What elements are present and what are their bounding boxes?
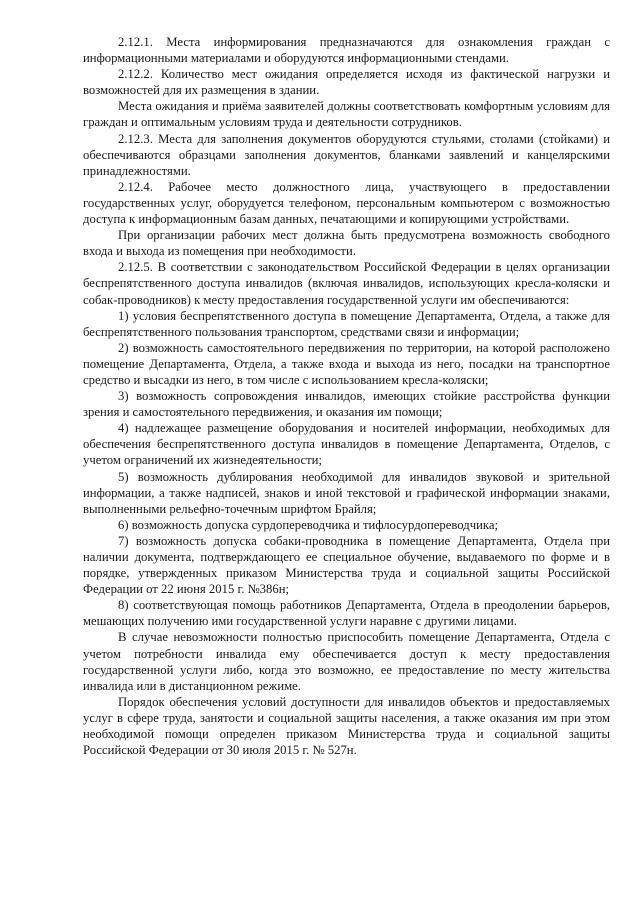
list-item-6: 6) возможность допуска сурдопереводчика и тифлосурдопереводчика;: [118, 517, 499, 532]
paragraph-waiting-places: Места ожидания и приёма заявителей должны соответствовать комфортным условиям для граждан и оптимальным условиям труда и деятельности сотрудников.: [83, 99, 610, 130]
paragraph-2-12-5: 2.12.5. В соответствии с законодательством Российской Федерации в целях организации беспрепятственного доступа инвалидов (включая инвалидов, использующих кресла-коляски и собак-проводников) к месту предоставления государственной услуги им обеспечиваются:: [83, 260, 610, 307]
list-item-7: 7) возможность допуска собаки-проводника в помещение Департамента, Отдела при наличии документа, подтверждающего ее специальное обучение, выдаваемого по форме и в порядке, утвержденных приказом Министерства труда и социальной защиты Российской Федерации от 22 июня 2015 г. №386н;: [83, 533, 610, 597]
paragraph-impossibility-case: В случае невозможности полностью приспособить помещение Департамента, Отдела с учетом потребности инвалида ему обеспечивается доступ к месту предоставления государственной услуги либо, когда это возможно, ее предоставление по месту жительства инвалида или в дистанционном режиме.: [83, 630, 610, 693]
list-item-1: 1) условия беспрепятственного доступа в помещение Департамента, Отдела, а также для беспрепятственного пользования транспортом, средствами связи и информации;: [83, 308, 610, 339]
list-item-4: 4) надлежащее размещение оборудования и носителей информации, необходимых для обеспечения беспрепятственного доступа инвалидов в помещение Департамента, Отделов, с учетом ограничений их жизнедеятельности;: [83, 421, 610, 468]
paragraph-accessibility-order: Порядок обеспечения условий доступности для инвалидов объектов и предоставляемых услуг в сфере труда, занятости и социальной защиты населения, а также оказания им при этом необходимой помощи определен приказом Министерства труда и социальной защиты Российской Федерации от 30 июля 2015 г. № 527н.: [83, 694, 610, 758]
paragraph-2-12-1: 2.12.1. Места информирования предназначаются для ознакомления граждан с информационными материалами и оборудуются информационными стендами.: [83, 35, 610, 66]
paragraph-2-12-3: 2.12.3. Места для заполнения документов оборудуются стульями, столами (стойками) и обеспечиваются образцами заполнения документов, бланками заявлений и канцелярскими принадлежностями.: [83, 131, 610, 178]
list-item-8: 8) соответствующая помощь работников Департамента, Отдела в преодолении барьеров, мешающих получению ими государственной услуги наравне с другими лицами.: [83, 598, 610, 629]
document-body: [83, 34, 610, 758]
list-item-3: 3) возможность сопровождения инвалидов, имеющих стойкие расстройства функции зрения и самостоятельного передвижения, и оказания им помощи;: [83, 389, 610, 420]
paragraph-workplace-organization: При организации рабочих мест должна быть предусмотрена возможность свободного входа и выхода из помещения при необходимости.: [83, 228, 610, 259]
paragraph-2-12-4: 2.12.4. Рабочее место должностного лица, участвующего в предоставлении государственных услуг, оборудуется телефоном, персональным компьютером с возможностью доступа к информационным базам данных, печатающими и копирующими устройствами.: [83, 179, 610, 227]
list-item-5: 5) возможность дублирования необходимой для инвалидов звуковой и зрительной информации, а также надписей, знаков и иной текстовой и графической информации знаками, выполненными рельефно-точечным шрифтом Брайля;: [83, 469, 610, 516]
paragraph-2-12-2: 2.12.2. Количество мест ожидания определяется исходя из фактической нагрузки и возможностей для их размещения в здании.: [83, 67, 610, 98]
list-item-2: 2) возможность самостоятельного передвижения по территории, на которой расположено помещение Департамента, Отдела, а также входа и выхода из него, посадки на транспортное средство и высадки из него, в том числе с использованием кресла-коляски;: [83, 340, 610, 387]
